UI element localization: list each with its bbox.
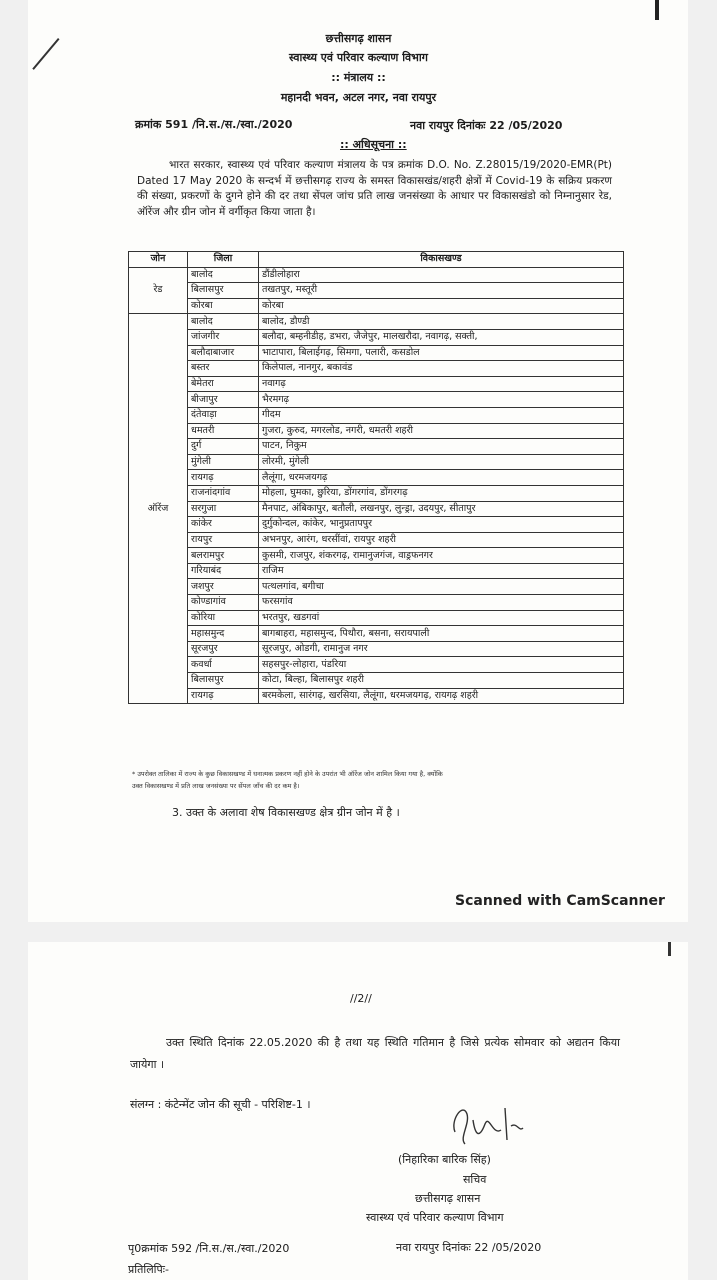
blocks-cell: मैनपाट, अंबिकापुर, बतौली, लखनपुर, लुन्ड्रा, उदयपुर, सीतापुर <box>259 501 624 517</box>
blocks-cell: पाटन, निकुम <box>259 439 624 455</box>
status-paragraph: उक्त स्थिति दिनांक 22.05.2020 की है तथा यह स्थिति गतिमान है जिसे प्रत्येक सोमवार को अद्यतन किया जायेगा । <box>130 1036 620 1071</box>
footnote-line-1: * उपरोक्त तालिका में राज्य के कुछ विकासखण्ड में धनात्मक प्रकरण नहीं होने के उपरांत भी ऑरेंज जोन शामिल किया गया है, क्योंकि <box>132 770 443 778</box>
table-row <box>129 376 624 392</box>
signature <box>445 1100 525 1150</box>
district-cell: सूरजपुर <box>188 641 259 657</box>
blocks-cell: डौंडीलोहारा <box>259 267 624 283</box>
order-date: नवा रायपुर दिनांकः 22 /05/2020 <box>410 119 563 132</box>
table-row <box>129 454 624 470</box>
blocks-cell: भैरमगढ़ <box>259 392 624 408</box>
intro-paragraph: भारत सरकार, स्वास्थ्य एवं परिवार कल्याण मंत्रालय के पत्र क्रमांक D.O. No. Z.28015/19/2020-EMR(Pt) Dated 17 May 2020 के सन्दर्भ में छत्तीसगढ़ राज्य के समस्त विकासखंड/शहरी क्षेत्रों में Covid-19 के सक्रिय प्रकरण की संख्या, प्रकरणों के दुगने होने की दर तथा सेंपल जांच प्रति लाख जनसंख्या के आधार पर विकासखंडो को निम्नानुसार रेड, ऑरेंज और ग्रीन जोन में वर्गीकृत किया जाता है। <box>137 159 612 218</box>
scan-mark <box>655 0 659 20</box>
district-cell: कोण्डागांव <box>188 595 259 611</box>
blocks-cell: अभनपुर, आरंग, धरसींवां, रायपुर शहरी <box>259 532 624 548</box>
blocks-cell: लोरमी, मुंगेली <box>259 454 624 470</box>
blocks-cell: बलौदा, बम्हनीडीह, डभरा, जैजेपुर, मालखरौदा, नवागढ़, सक्ती, <box>259 329 624 345</box>
signatory-name: (निहारिका बारिक सिंह) <box>398 1153 491 1166</box>
orange-zone-label: ऑरेंज <box>129 314 188 704</box>
district-cell: बालोद <box>188 267 259 283</box>
district-cell: दुर्ग <box>188 439 259 455</box>
page-number: //2// <box>350 992 372 1005</box>
district-cell: बलौदाबाजार <box>188 345 259 361</box>
table-row <box>129 610 624 626</box>
district-cell: जशपुर <box>188 579 259 595</box>
district-cell: कांकेर <box>188 517 259 533</box>
signatory-govt: छत्तीसगढ़ शासन <box>415 1192 481 1205</box>
district-cell: बीजापुर <box>188 392 259 408</box>
district-cell: कोरबा <box>188 298 259 314</box>
blocks-cell: भाटापारा, बिलाईगढ़, सिमगा, पलारी, कसडोल <box>259 345 624 361</box>
copy-to-label: प्रतिलिपिः- <box>128 1263 169 1276</box>
table-row <box>129 298 624 314</box>
district-cell: गरियाबंद <box>188 563 259 579</box>
district-cell: महासमुन्द <box>188 626 259 642</box>
blocks-cell: किलेपाल, नानगुर, बकावंड <box>259 361 624 377</box>
district-cell: बलरामपुर <box>188 548 259 564</box>
table-row <box>129 267 624 283</box>
table-row <box>129 361 624 377</box>
zone-table <box>128 251 624 704</box>
address: महानदी भवन, अटल नगर, नवा रायपुर <box>280 91 437 104</box>
blocks-cell: बागबाहरा, महासमुन्द, पिथौरा, बसना, सरायपाली <box>259 626 624 642</box>
table-row <box>129 657 624 673</box>
table-row <box>129 532 624 548</box>
table-row <box>129 407 624 423</box>
district-cell: राजनांदगांव <box>188 485 259 501</box>
blocks-cell: कोरबा <box>259 298 624 314</box>
district-cell: बस्तर <box>188 361 259 377</box>
district-cell: बेमेतरा <box>188 376 259 392</box>
district-cell: बिलासपुर <box>188 283 259 299</box>
blocks-cell: बालोद, डौण्डी <box>259 314 624 330</box>
district-cell: सरगुजा <box>188 501 259 517</box>
district-cell: रायगढ़ <box>188 470 259 486</box>
district-cell: धमतरी <box>188 423 259 439</box>
table-row <box>129 517 624 533</box>
table-row <box>129 314 624 330</box>
footnote-line-2: उक्त विकासखण्ड में प्रति लाख जनसंख्या पर सेंपल जाँच की दर कम है। <box>132 782 300 790</box>
table-row <box>129 423 624 439</box>
red-zone-label: रेड <box>129 267 188 314</box>
signatory-department: स्वास्थ्य एवं परिवार कल्याण विभाग <box>366 1211 504 1224</box>
blocks-cell: सूरजपुर, ओडगी, रामानुज नगर <box>259 641 624 657</box>
table-row <box>129 392 624 408</box>
endorsement-number: पृ0क्रमांक 592 /नि.स./स./स्वा./2020 <box>128 1242 290 1255</box>
blocks-cell: गीदम <box>259 407 624 423</box>
order-number: क्रमांक 591 /नि.स./स./स्वा./2020 <box>135 118 293 131</box>
scan-mark <box>668 942 671 956</box>
signatory-post: सचिव <box>463 1173 487 1186</box>
blocks-cell: दुर्गुकोन्दल, कांकेर, भानुप्रतापपुर <box>259 517 624 533</box>
blocks-cell: सहसपुर-लोहारा, पंडरिया <box>259 657 624 673</box>
table-row <box>129 548 624 564</box>
blocks-cell: लैलूंगा, धरमजयगढ़ <box>259 470 624 486</box>
col-blocks: विकासखण्ड <box>259 252 624 268</box>
table-row <box>129 563 624 579</box>
blocks-cell: गुजरा, कुरुद, मगरलोड, नगरी, धमतरी शहरी <box>259 423 624 439</box>
district-cell: मुंगेली <box>188 454 259 470</box>
table-row <box>129 501 624 517</box>
col-zone: जोन <box>129 252 188 268</box>
table-row <box>129 688 624 704</box>
notification-title: :: अधिसूचना :: <box>340 138 407 151</box>
department-name: स्वास्थ्य एवं परिवार कल्याण विभाग <box>289 51 428 64</box>
ministry-label: :: मंत्रालय :: <box>331 71 386 84</box>
district-cell: कवर्धा <box>188 657 259 673</box>
table-row <box>129 626 624 642</box>
blocks-cell: पत्थलगांव, बगीचा <box>259 579 624 595</box>
table-row <box>129 439 624 455</box>
table-row <box>129 329 624 345</box>
district-cell: दंतेवाड़ा <box>188 407 259 423</box>
table-row <box>129 470 624 486</box>
table-row <box>129 595 624 611</box>
point-3: 3. उक्त के अलावा शेष विकासखण्ड क्षेत्र ग्रीन जोन में है । <box>172 806 400 819</box>
blocks-cell: फरसगांव <box>259 595 624 611</box>
blocks-cell: राजिम <box>259 563 624 579</box>
district-cell: बालोद <box>188 314 259 330</box>
table-row <box>129 345 624 361</box>
enclosure-line: संलग्न : कंटेन्मेंट जोन की सूची - परिशिष्ट-1 । <box>130 1098 311 1111</box>
table-row <box>129 673 624 689</box>
table-row <box>129 485 624 501</box>
blocks-cell: कुसमी, राजपुर, शंकरगढ़, रामानुजगंज, वाड्रफनगर <box>259 548 624 564</box>
endorsement-date: नवा रायपुर दिनांकः 22 /05/2020 <box>396 1241 542 1254</box>
blocks-cell: नवागढ़ <box>259 376 624 392</box>
district-cell: रायपुर <box>188 532 259 548</box>
district-cell: जांजगीर <box>188 329 259 345</box>
camscanner-watermark: Scanned with CamScanner <box>455 893 665 909</box>
govt-name: छत्तीसगढ़ शासन <box>325 32 392 45</box>
district-cell: बिलासपुर <box>188 673 259 689</box>
col-district: जिला <box>188 252 259 268</box>
district-cell: रायगढ़ <box>188 688 259 704</box>
blocks-cell: भरतपुर, खडगवां <box>259 610 624 626</box>
blocks-cell: कोटा, बिल्हा, बिलासपुर शहरी <box>259 673 624 689</box>
table-row <box>129 579 624 595</box>
table-row <box>129 641 624 657</box>
district-cell: कोरिया <box>188 610 259 626</box>
blocks-cell: तखतपुर, मस्तूरी <box>259 283 624 299</box>
blocks-cell: मोहला, घुमका, छुरिया, डोंगरगांव, डोंगरगढ़ <box>259 485 624 501</box>
blocks-cell: बरमकेला, सारंगढ़, खरसिया, लैलूंगा, धरमजयगढ़, रायगढ़ शहरी <box>259 688 624 704</box>
table-row <box>129 283 624 299</box>
